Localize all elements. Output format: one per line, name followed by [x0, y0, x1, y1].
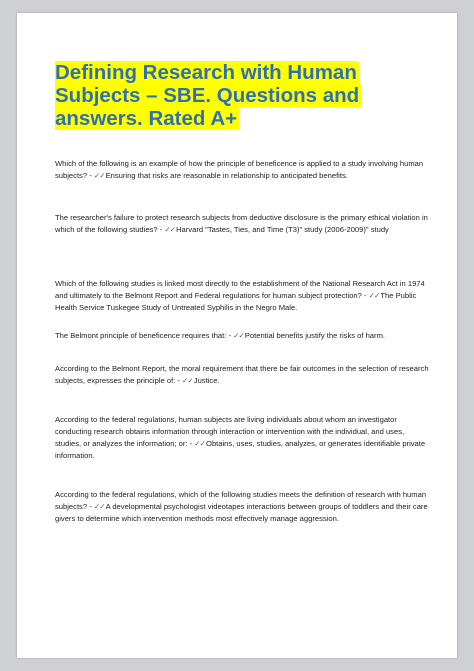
question-text: Which of the following studies is linked most directly to the establishment of the National Research Act in 1974 and ultimately to the Belmont Report and Federal regulations for human subject protection? -	[55, 279, 425, 300]
double-check-icon: ✓✓	[233, 331, 244, 340]
qa-item-7	[55, 489, 430, 525]
document-page	[17, 13, 457, 658]
double-check-icon: ✓✓	[182, 376, 193, 385]
question-text: According to the Belmont Report, the moral requirement that there be fair outcomes in the selection of research subjects, expresses the principle of: -	[55, 364, 429, 385]
question-text: Which of the following is an example of how the principle of beneficence is applied to a study involving human subjects? -	[55, 159, 424, 180]
double-check-icon: ✓✓	[93, 502, 105, 511]
answer-text: Potential benefits justify the risks of harm.	[244, 331, 385, 340]
double-check-icon: ✓✓	[164, 225, 176, 234]
question-text: According to the federal regulations, human subjects are living individuals about whom an investigator conducting research obtains information through interaction or intervention with the individual, and uses, studies, or analyzes the information; or: -	[55, 415, 405, 448]
qa-item-6	[55, 414, 430, 462]
answer-text: A developmental psychologist videotapes interactions between groups of toddlers and their care givers to determine which intervention methods most effectively manage aggression.	[55, 502, 428, 523]
question-text: The researcher's failure to protect research subjects from deductive disclosure is the primary ethical violation in which of the following studies? -	[55, 213, 428, 234]
qa-item-1	[55, 158, 430, 182]
qa-item-4	[55, 330, 430, 342]
double-check-icon: ✓✓	[194, 439, 206, 448]
title-block	[55, 61, 445, 130]
question-text: The Belmont principle of beneficence requires that: -	[55, 331, 234, 340]
answer-text: Obtains, uses, studies, analyzes, or generates identifiable private information.	[55, 439, 426, 460]
double-check-icon: ✓✓	[368, 291, 380, 300]
document-title	[55, 61, 445, 130]
answer-text: Justice.	[193, 376, 220, 385]
qa-item-2	[55, 212, 430, 236]
title-highlight: Defining Research with Human Subjects – SBE. Questions and answers. Rated A+	[55, 61, 360, 130]
answer-text: The Public Health Service Tuskegee Study of Untreated Syphilis in the Negro Male.	[55, 291, 417, 312]
double-check-icon: ✓✓	[93, 171, 105, 180]
answer-text: Ensuring that risks are reasonable in relationship to anticipated benefits.	[105, 171, 348, 180]
answer-text: Harvard "Tastes, Ties, and Time (T3)" study (2006-2009)" study	[176, 225, 389, 234]
question-text: According to the federal regulations, which of the following studies meets the definition of research with human subjects? -	[55, 490, 427, 511]
qa-item-3	[55, 278, 430, 314]
qa-item-5	[55, 363, 430, 387]
